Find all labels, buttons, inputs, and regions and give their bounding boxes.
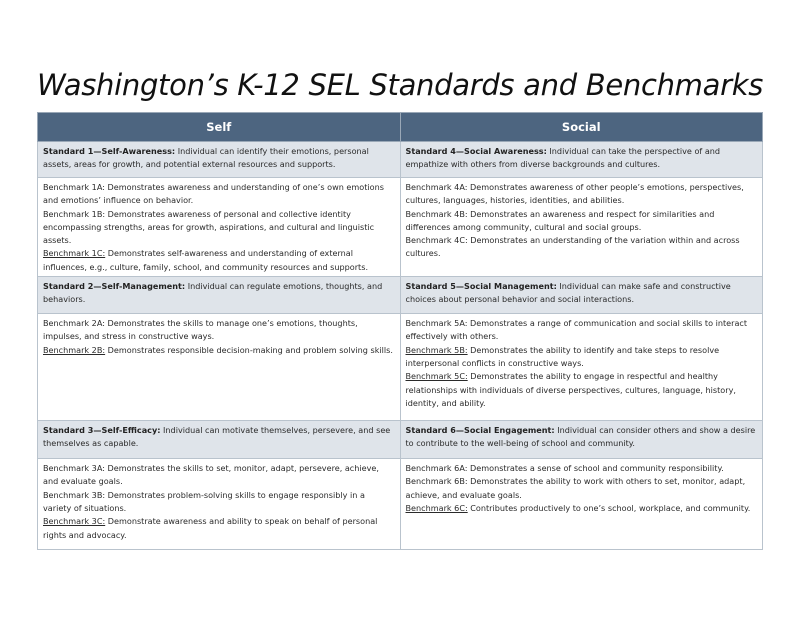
benchmark-text: Demonstrates a sense of school and community responsibility. [467,463,724,474]
benchmark-label: Benchmark 4C: [405,235,468,246]
benchmark-text: Demonstrates problem-solving skills to engage responsibly in a variety of situations. [43,489,365,513]
standard-row [38,277,763,314]
standard-row [38,421,763,459]
benchmark-row [38,314,763,421]
benchmark-item [406,344,759,371]
benchmark-text: Demonstrate awareness and ability to speak on behalf of personal rights and advocacy. [43,516,378,540]
benchmark-label: Benchmark 5A: [405,318,468,329]
benchmark-item [43,247,396,274]
benchmark-cell [400,459,763,550]
benchmark-item [43,317,396,344]
benchmark-row [38,459,763,550]
standard-cell [400,421,763,459]
standard-label: Standard 5—Social Management: [405,281,557,292]
benchmark-item [406,462,759,475]
benchmark-text: Demonstrates the ability to engage in respectful and healthy relationships with individuals of diverse perspectives, cultures, language, history, identity, and ability. [405,371,736,408]
benchmark-text: Demonstrates awareness of other people’s emotions, perspectives, cultures, languages, histories, identities, and abilities. [405,182,744,206]
benchmark-item [43,489,396,516]
table-header-row [38,113,763,142]
standard-text: Individual can motivate themselves, persevere, and see themselves as capable. [43,425,391,449]
standard-cell [400,277,763,314]
benchmark-text: Demonstrates the ability to work with others to set, monitor, adapt, achieve, and evaluate goals. [405,476,746,500]
benchmark-text: Demonstrates a range of communication and social skills to interact effectively with others. [405,318,748,342]
standard-label: Standard 6—Social Engagement: [405,425,555,436]
standard-text: Individual can make safe and constructive choices about personal behavior and social interactions. [405,281,731,305]
benchmark-item [406,475,759,502]
benchmark-text: Demonstrates the skills to manage one’s emotions, thoughts, impulses, and stress in constructive ways. [43,318,358,342]
benchmark-text: Contributes productively to one’s school, workplace, and community. [467,502,751,513]
sel-standards-table [37,112,763,550]
benchmark-item [406,181,759,208]
standard-text: Individual can consider others and show a desire to contribute to the well-being of school and community. [405,425,756,449]
benchmark-item [43,181,396,208]
benchmark-item [43,208,396,248]
standard-label: Standard 2—Self-Management: [43,281,186,292]
benchmark-label: Benchmark 1B: [43,208,106,219]
benchmark-label: Benchmark 4A: [405,182,468,192]
benchmark-item [406,502,759,515]
benchmark-label: Benchmark 2A: [43,318,105,329]
standard-cell [38,421,401,459]
standard-label: Standard 1—Self-Awareness: [43,146,176,156]
benchmark-cell [400,178,763,277]
benchmark-label: Benchmark 4B: [405,208,468,219]
column-header-social: Social [400,113,763,142]
benchmark-label: Benchmark 1C: [43,248,106,259]
benchmark-cell [38,314,401,421]
standard-row [38,142,763,178]
standard-label: Standard 4—Social Awareness: [405,146,547,156]
benchmark-label: Benchmark 6B: [405,476,468,487]
benchmark-label: Benchmark 6C: [405,502,468,513]
page-title: Washington’s K-12 SEL Standards and Benchmarks [36,68,764,102]
benchmark-label: Benchmark 5C: [405,371,468,382]
benchmark-text: Demonstrates awareness of personal and collective identity encompassing strengths, areas for growth, aspirations, and cultural and linguistic assets. [43,208,375,246]
benchmark-item [43,515,396,542]
benchmark-label: Benchmark 3B: [43,489,106,500]
benchmark-label: Benchmark 2B: [43,344,106,355]
benchmark-cell [400,314,763,421]
column-header-self: Self [38,113,401,142]
benchmark-item [406,208,759,235]
benchmark-item [406,234,759,261]
benchmark-text: Demonstrates the skills to set, monitor, adapt, persevere, achieve, and evaluate goals. [43,463,379,487]
standard-text: Individual can regulate emotions, thoughts, and behaviors. [43,281,383,305]
benchmark-item [406,317,759,344]
standard-label: Standard 3—Self-Efficacy: [43,425,161,436]
standard-cell [400,142,763,178]
benchmark-label: Benchmark 5B: [405,344,468,355]
standard-text: Individual can take the perspective of and empathize with others from diverse backgrounds and cultures. [405,146,721,170]
benchmark-item [43,462,396,489]
benchmark-cell [38,178,401,277]
benchmark-text: Demonstrates awareness and understanding of one’s own emotions and emotions’ influence on behavior. [43,182,384,206]
benchmark-cell [38,459,401,550]
standard-cell [38,277,401,314]
benchmark-text: Demonstrates responsible decision-making and problem solving skills. [105,344,393,355]
standard-cell [38,142,401,178]
benchmark-text: Demonstrates an understanding of the variation within and across cultures. [405,235,740,259]
benchmark-row [38,178,763,277]
benchmark-text: Demonstrates the ability to identify and take steps to resolve interpersonal conflicts in constructive ways. [405,344,720,368]
standard-text: Individual can identify their emotions, personal assets, areas for growth, and potential external resources and supports. [43,146,369,170]
benchmark-text: Demonstrates self-awareness and understanding of external influences, e.g., culture, family, school, and community resources and supports. [43,248,369,272]
benchmark-item [43,344,396,357]
benchmark-label: Benchmark 1A: [43,182,105,192]
benchmark-item [406,370,759,410]
benchmark-label: Benchmark 3A: [43,463,105,474]
benchmark-text: Demonstrates an awareness and respect for similarities and differences among community, cultural and social groups. [405,208,715,232]
benchmark-label: Benchmark 6A: [405,463,468,474]
benchmark-label: Benchmark 3C: [43,516,106,527]
